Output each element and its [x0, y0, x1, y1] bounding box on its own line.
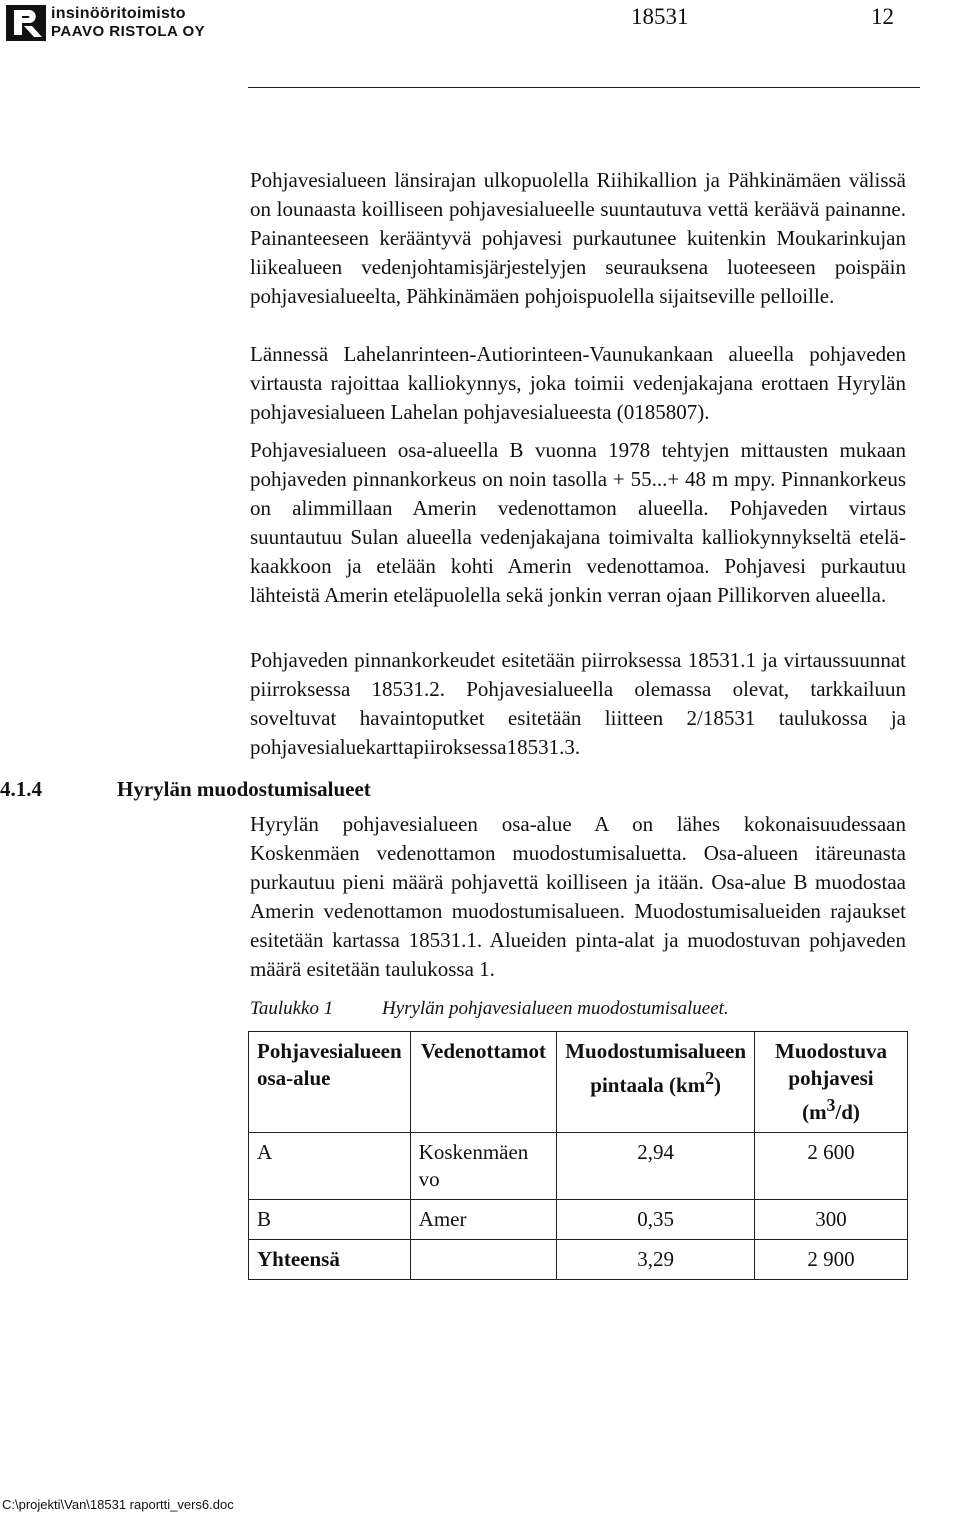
company-logo-icon — [5, 4, 49, 42]
cell-size: 2,94 — [557, 1133, 755, 1200]
paragraph-text: Pohjavesialueen länsirajan ulkopuolella Riihikallion ja Pähkinämäen välissä on lounaasta koilliseen pohjavesialueelle suuntautuva vettä keräävä painanne. Painanteeseen kerääntyvä pohjavesi purkautunee kuitenkin Moukarinkujan liikealueen vedenjohtamisjärjestelyjen seurauksena luoteeseen poispäin pohjavesialueelta, Pähkinämäen pohjoispuolella sijaitseville pelloille. — [250, 168, 906, 308]
company-logo — [5, 4, 265, 44]
formation-areas-table — [248, 1031, 908, 1280]
table-caption-title: Hyrylän pohjavesialueen muodostumisalueet. — [382, 998, 729, 1019]
document-number: 18531 — [631, 4, 689, 29]
cell-total-intake — [410, 1240, 557, 1280]
table-caption-label: Taulukko 1 — [250, 998, 334, 1019]
body-paragraph-4 — [250, 646, 906, 762]
body-paragraph-3 — [250, 436, 906, 610]
cell-intake: Koskenmäen vo — [410, 1133, 557, 1200]
header-volume: Muodostuva pohjavesi $(m^3/d)$ — [755, 1032, 908, 1133]
cell-total-volume: 2 900 — [755, 1240, 908, 1280]
cell-volume: 2 600 — [755, 1133, 908, 1200]
logo-company-name: PAAVO RISTOLA OY — [51, 23, 206, 40]
header-size: Muodostumisalueen pintaala $(km^2)$ — [557, 1032, 755, 1133]
body-paragraph-1 — [250, 166, 906, 311]
section-title: Hyrylän muodostumisalueet — [117, 777, 371, 801]
table-row — [249, 1133, 908, 1200]
cell-total-size: 3,29 — [557, 1240, 755, 1280]
section-number: 4.1.4 — [0, 777, 42, 801]
header-area: Pohjavesialueen osa-alue — [249, 1032, 411, 1133]
paragraph-text: Pohjaveden pinnankorkeudet esitetään piirroksessa 18531.1 ja virtaussuunnat piirroksessa 18531.2. Pohjavesialueella olemassa olevat, tarkkailuun soveltuvat havaintoputket esitetään liitteen 2/18531 taulukossa ja pohjavesialuekarttapiiroksessa18531.3. — [250, 648, 906, 759]
table-row — [249, 1200, 908, 1240]
cell-size: 0,35 — [557, 1200, 755, 1240]
table-header-row — [249, 1032, 908, 1133]
footer-file-path: C:\projekti\Van\18531 raportti_vers6.doc — [2, 1497, 234, 1512]
cell-area: A — [249, 1133, 411, 1200]
body-paragraph-2 — [250, 340, 906, 427]
header-divider — [248, 87, 920, 88]
cell-area: B — [249, 1200, 411, 1240]
cell-total-label: Yhteensä — [249, 1240, 411, 1280]
table-caption — [250, 998, 729, 1020]
paragraph-text: Lännessä Lahelanrinteen-Autiorinteen-Vaunukankaan alueella pohjaveden virtausta rajoittaa kalliokynnys, joka toimii vedenjakajana erottaen Hyrylän pohjavesialueen Lahelan pohjavesialueesta (0185807). — [250, 342, 906, 424]
section-paragraph — [250, 810, 906, 984]
logo-company-type: insinööritoimisto — [51, 5, 186, 22]
cell-intake: Amer — [410, 1200, 557, 1240]
header-intakes: Vedenottamot — [410, 1032, 557, 1133]
page-number: 12 — [871, 4, 894, 29]
paragraph-text: Hyrylän pohjavesialueen osa-alue A on lähes kokonaisuudessaan Koskenmäen vedenottamon muodostumisaluetta. Osa-alueen itäreunasta purkautuu pieni määrä pohjavettä koilliseen ja itään. Osa-alue B muodostaa Amerin vedenottamon muodostumisalueen. Muodostumisalueiden rajaukset esitetään kartassa 18531.1. Alueiden pinta-alat ja muodostuvan pohjaveden määrä esitetään taulukossa 1. — [250, 812, 906, 981]
paragraph-text: Pohjavesialueen osa-alueella B vuonna 1978 tehtyjen mittausten mukaan pohjaveden pinnankorkeus on noin tasolla + 55...+ 48 m mpy. Pinnankorkeus on alimmillaan Amerin vedenottamon alueella. Pohjaveden virtaus suuntautuu Sulan alueella vedenjakajana toimivalta kalliokynnykseltä etelä-kaakkoon ja etelään kohti Amerin vedenottamoa. Pohjavesi purkautuu lähteistä Amerin eteläpuolella sekä jonkin verran ojaan Pillikorven alueella. — [250, 438, 906, 607]
table-total-row — [249, 1240, 908, 1280]
cell-volume: 300 — [755, 1200, 908, 1240]
